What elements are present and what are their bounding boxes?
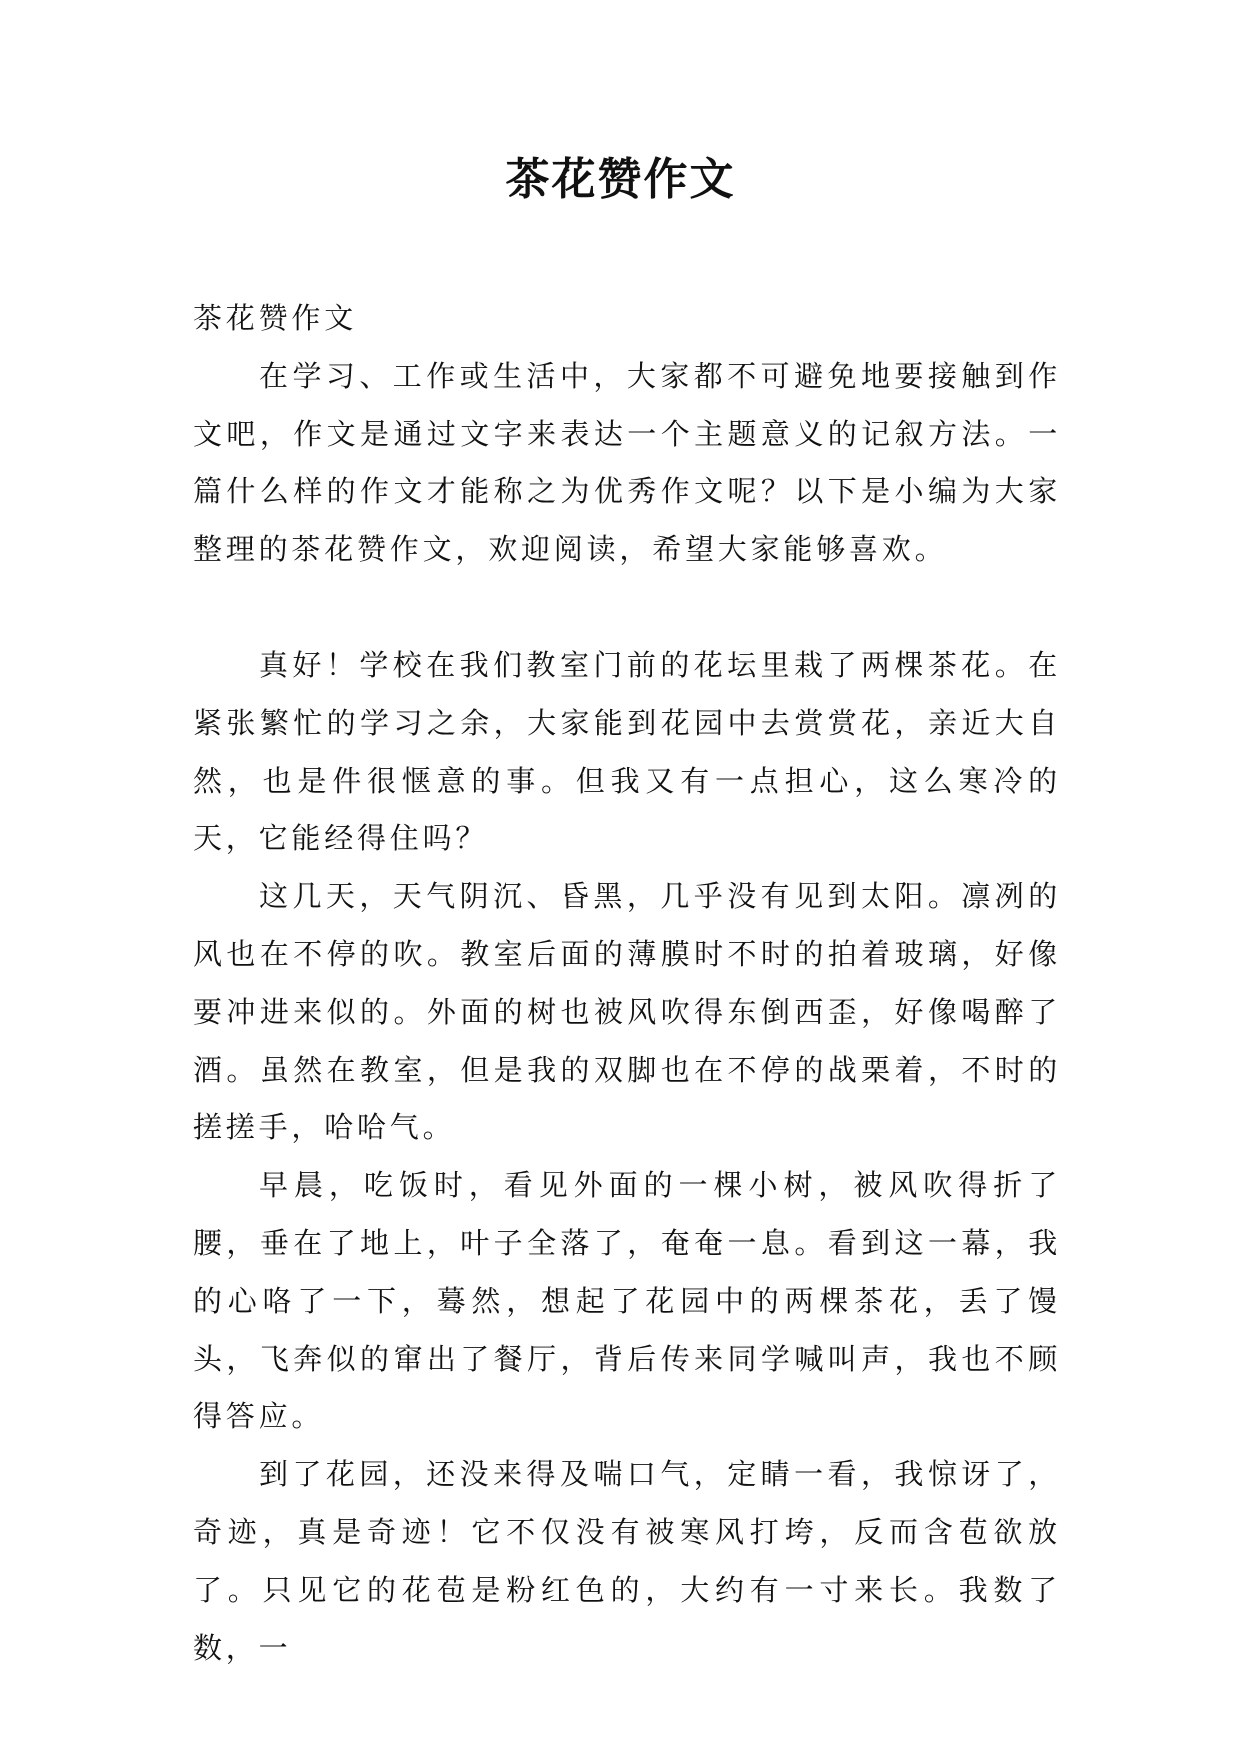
- document-title: 茶花赞作文: [505, 154, 736, 205]
- body-paragraph: 真好！学校在我们教室门前的花坛里栽了两棵茶花。在紧张繁忙的学习之余，大家能到花园中去赏赏花，亲近大自然，也是件很惬意的事。但我又有一点担心，这么寒冷的天，它能经得住吗？: [193, 647, 1061, 856]
- body-paragraph: 这几天，天气阴沉、昏黑，几乎没有见到太阳。凛冽的风也在不停的吹。教室后面的薄膜时不时的拍着玻璃，好像要冲进来似的。外面的树也被风吹得东倒西歪，好像喝醉了酒。虽然在教室，但是我的双脚也在不停的战栗着，不时的搓搓手，哈哈气。: [193, 879, 1061, 1145]
- document-subtitle: 茶花赞作文: [193, 301, 358, 335]
- paragraph-spacer: [193, 579, 1061, 637]
- document-body: [193, 290, 1061, 1677]
- intro-paragraph: 在学习、工作或生活中，大家都不可避免地要接触到作文吧，作文是通过文字来表达一个主题意义的记叙方法。一篇什么样的作文才能称之为优秀作文呢？以下是小编为大家整理的茶花赞作文，欢迎阅读，希望大家能够喜欢。: [193, 358, 1061, 567]
- body-paragraph: 到了花园，还没来得及喘口气，定睛一看，我惊讶了，奇迹，真是奇迹！它不仅没有被寒风打垮，反而含苞欲放了。只见它的花苞是粉红色的，大约有一寸来长。我数了数，一: [193, 1457, 1061, 1665]
- body-paragraph: 早晨，吃饭时，看见外面的一棵小树，被风吹得折了腰，垂在了地上，叶子全落了，奄奄一息。看到这一幕，我的心咯了一下，蓦然，想起了花园中的两棵茶花，丢了馒头，飞奔似的窜出了餐厅，背后传来同学喊叫声，我也不顾得答应。: [193, 1168, 1061, 1434]
